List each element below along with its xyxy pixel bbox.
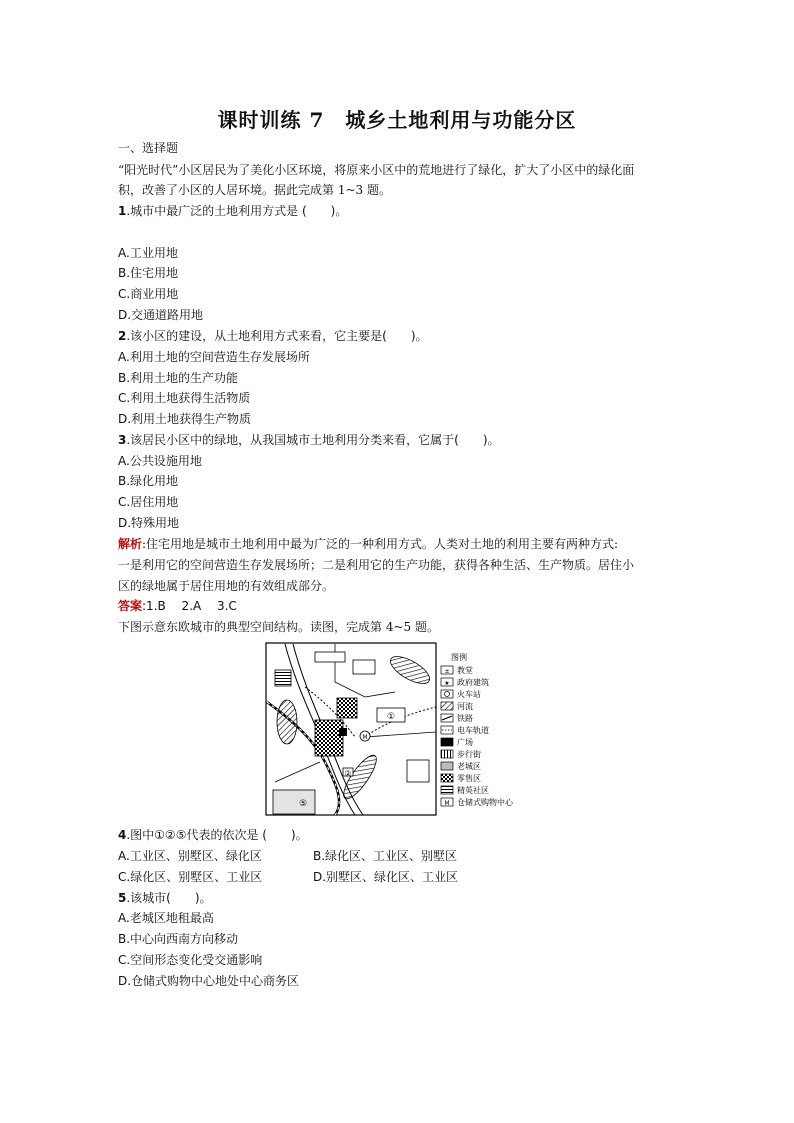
map-legend <box>441 652 514 807</box>
pedestrian-street-icon <box>441 750 453 758</box>
retail-zone <box>337 698 357 718</box>
question-stem: .城市中最广泛的土地利用方式是 ( )。 <box>126 204 348 218</box>
legend-tram: 电车轨道 <box>457 726 489 735</box>
question-3 <box>118 432 500 448</box>
q3-option-d: D.特殊用地 <box>118 516 180 530</box>
page-title: 课时训练 7 城乡土地利用与功能分区 <box>217 108 577 132</box>
q1-option-c: C.商业用地 <box>118 287 179 301</box>
q5-option-d: D.仓储式购物中心地处中心商务区 <box>118 974 300 988</box>
q2-option-d: D.利用土地获得生产物质 <box>118 412 252 426</box>
square <box>339 728 347 736</box>
legend-elite: 精英社区 <box>457 786 489 795</box>
mall-label: M <box>362 734 368 741</box>
block-se <box>407 760 429 782</box>
legend-retail: 零售区 <box>457 774 481 783</box>
square-icon <box>441 738 453 746</box>
svg-text:★: ★ <box>444 680 450 687</box>
zone-5-label: ⑤ <box>298 799 308 809</box>
river-icon <box>441 702 453 710</box>
question-1 <box>118 203 347 219</box>
answer-label: 答案 <box>118 599 143 613</box>
q4-options-row2 <box>118 869 459 885</box>
legend-square: 广场 <box>457 738 473 747</box>
intro1-line1: “阳光时代”小区居民为了美化小区环境，将原来小区中的荒地进行了绿化，扩大了小区中的绿化面 <box>118 163 635 177</box>
q5-option-a: A.老城区地租最高 <box>118 911 214 925</box>
old-town-icon <box>441 762 453 770</box>
retail-icon <box>441 774 453 782</box>
legend-old-town: 老城区 <box>457 762 481 771</box>
analysis-text: :住宅用地是城市土地利用中最为广泛的一种利用方式。人类对土地的利用主要有两种方式: <box>142 537 619 551</box>
question-2 <box>118 328 428 344</box>
analysis-line2: 一是利用它的空间营造生存发展场所；二是利用它的生产功能，获得各种生活、生产物质。居住小 <box>118 558 635 572</box>
green-zone-west <box>277 700 297 744</box>
legend-church: 教堂 <box>457 666 473 675</box>
elite-community-icon <box>441 786 453 794</box>
section-heading: 一、选择题 <box>118 141 179 155</box>
q2-option-b: B.利用土地的生产功能 <box>118 371 239 385</box>
q4-option-b: B.绿化区、工业区、别墅区 <box>313 849 458 863</box>
answer-line <box>118 598 237 614</box>
city-structure-map <box>265 642 535 818</box>
elite-community <box>275 670 291 686</box>
q4-options-row1 <box>118 848 458 864</box>
legend-station: 火车站 <box>457 690 481 699</box>
q4-option-a: A.工业区、别墅区、绿化区 <box>118 849 262 863</box>
zone-2-label: ② <box>344 769 352 778</box>
question-stem: .该城市( )。 <box>126 891 212 905</box>
question-number: 3 <box>118 433 127 447</box>
q3-option-c: C.居住用地 <box>118 495 179 509</box>
question-number: 2 <box>118 329 127 343</box>
legend-mall: 仓储式购物中心 <box>457 798 513 807</box>
q4-option-c: C.绿化区、别墅区、工业区 <box>118 870 263 884</box>
analysis-line1 <box>118 536 618 552</box>
question-number: 5 <box>118 891 127 905</box>
q1-option-b: B.住宅用地 <box>118 266 179 280</box>
question-5 <box>118 890 212 906</box>
block-top-right <box>353 660 375 674</box>
legend-title: 图例 <box>451 653 467 662</box>
q5-option-c: C.空间形态变化受交通影响 <box>118 953 263 967</box>
q3-option-a: A.公共设施用地 <box>118 454 202 468</box>
q4-option-d: D.别墅区、绿化区、工业区 <box>313 870 459 884</box>
legend-government: 政府建筑 <box>457 678 489 687</box>
old-town-core <box>315 720 343 756</box>
svg-text:M: M <box>444 800 450 807</box>
legend-railway: 铁路 <box>457 714 473 723</box>
question-4 <box>118 827 308 843</box>
intro2: 下图示意东欧城市的典型空间结构。读图，完成第 4~5 题。 <box>118 620 439 634</box>
q2-option-c: C.利用土地获得生活物质 <box>118 391 251 405</box>
legend-river: 河流 <box>457 702 473 711</box>
q3-option-b: B.绿化用地 <box>118 474 179 488</box>
zone-1-label: ① <box>386 712 396 722</box>
zone-5-box <box>273 790 315 814</box>
question-number: 1 <box>118 204 127 218</box>
q1-option-d: D.交通道路用地 <box>118 308 204 322</box>
question-stem: .图中①②⑤代表的依次是 ( )。 <box>126 828 308 842</box>
question-number: 4 <box>118 828 127 842</box>
svg-text:±: ± <box>444 668 450 675</box>
analysis-label: 解析 <box>118 537 143 551</box>
intro1-line2: 积，改善了小区的人居环境。据此完成第 1~3 题。 <box>118 183 391 197</box>
q5-option-b: B.中心向西南方向移动 <box>118 932 239 946</box>
answer-text: :1.B 2.A 3.C <box>142 599 237 613</box>
question-stem: .该小区的建设，从土地利用方式来看，它主要是( )。 <box>126 329 428 343</box>
legend-pedestrian: 步行街 <box>457 750 481 759</box>
block-top <box>315 652 345 662</box>
map-svg <box>265 642 535 818</box>
q1-option-a: A.工业用地 <box>118 246 178 260</box>
analysis-line3: 区的绿地属于居住用地的有效组成部分。 <box>118 579 335 593</box>
q2-option-a: A.利用土地的空间营造生存发展场所 <box>118 350 310 364</box>
question-stem: .该居民小区中的绿地，从我国城市土地利用分类来看，它属于( )。 <box>126 433 500 447</box>
